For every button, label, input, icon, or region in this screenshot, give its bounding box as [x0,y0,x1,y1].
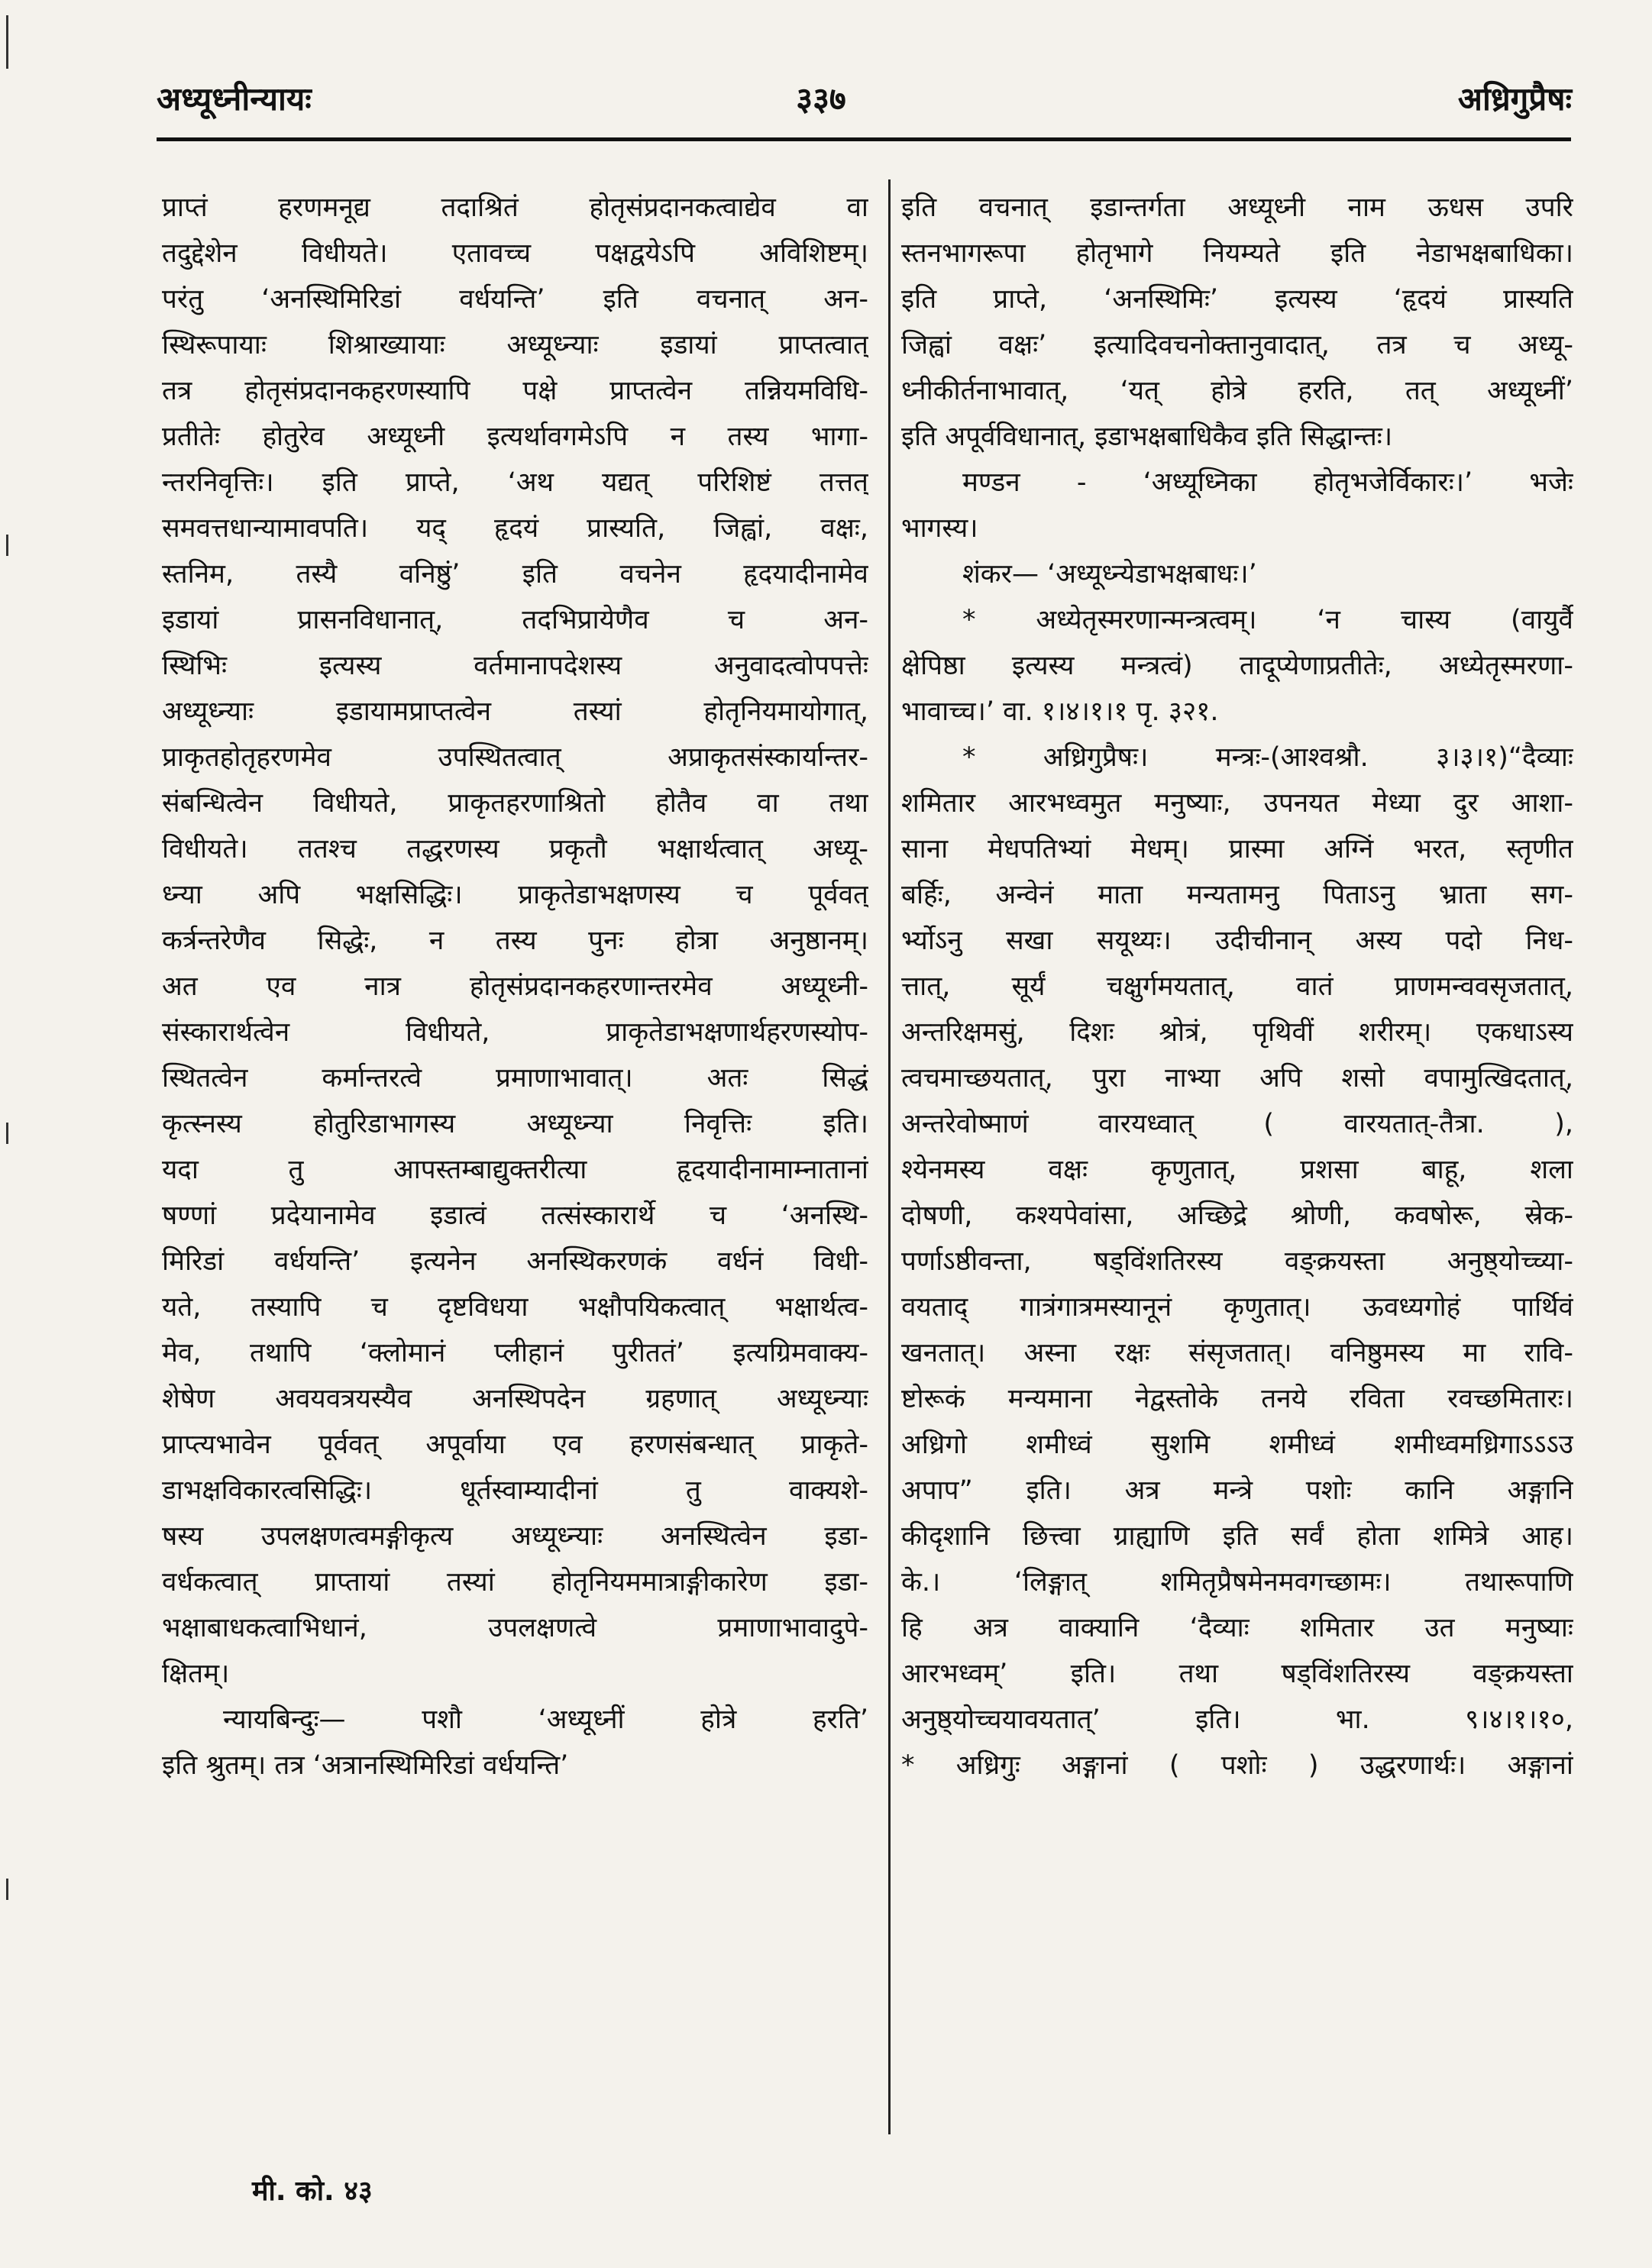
text-line: कीदृशानि छित्त्वा ग्राह्याणि इति सर्वं होता शमित्रे आह। [901,1521,1573,1552]
text-line: कृत्स्नस्य होतुरिडाभागस्य अध्यूध्न्या निवृत्तिः इति। [162,1109,868,1139]
text-line: संबन्धित्वेन विधीयते, प्राकृतहरणाश्रितो होतैव वा तथा [162,788,868,819]
text-line: वयताद् गात्रंगात्रमस्यानूनं कृणुतात्। ऊवध्यगोहं पार्थिवं [901,1292,1573,1323]
text-line: क्षेपिष्ठा इत्यस्य मन्त्रत्वं) तादूप्येणाप्रतीतेः, अध्येतृस्मरणा- [901,651,1573,681]
text-line: तत्र होतृसंप्रदानकहरणस्यापि पक्षे प्राप्तत्वेन तन्नियमविधि- [162,376,868,406]
text-line: के.। ‘लिङ्गात् शमितृप्रैषमेनमवगच्छामः। तथारूपाणि [901,1567,1573,1598]
text-line: शमितार आरभध्वमुत मनुष्याः, उपनयत मेध्या दुर आशा- [901,788,1573,819]
text-line: शंकर— ‘अध्यूध्न्येडाभक्षबाधः।’ [962,559,1257,590]
margin-mark [6,1123,8,1144]
text-line: डाभक्षविकारत्वसिद्धिः। धूर्तस्वाम्यादीनां तु वाक्यशे- [162,1475,868,1506]
text-line: भक्षाबाधकत्वाभिधानं, उपलक्षणत्वे प्रमाणाभावादुपे- [162,1613,868,1643]
text-line: इति श्रुतम्। तत्र ‘अत्रानस्थिमिरिडां वर्धयन्ति’ [162,1750,569,1781]
text-line: मेव, तथापि ‘क्लोमानं प्लीहानं पुरीततं’ इत्यग्रिमवाक्य- [162,1338,868,1368]
text-line: श्येनमस्य वक्षः कृणुतात्, प्रशसा बाहू, शला [901,1155,1573,1185]
text-line: अपाप” इति। अत्र मन्त्रे पशोः कानि अङ्गानि [901,1475,1573,1506]
text-line: ध्नीकीर्तनाभावात्, ‘यत् होत्रे हरति, तत् अध्यूध्नीं’ [901,376,1573,406]
text-line: मण्डन - ‘अध्यूध्निका होतृभजेर्विकारः।’ भजेः [962,467,1573,498]
text-line: भावाच्च।’ वा. १।४।१।१ पृ. ३२१. [901,696,1219,727]
text-line: त्वचमाच्छयतात्, पुरा नाभ्या अपि शसो वपामुत्खिदतात्, [901,1063,1573,1094]
running-head-left: अध्यूध्नीन्यायः [157,80,312,118]
text-line: अन्तरिक्षमसुं, दिशः श्रोत्रं, पृथिवीं शरीरम्। एकधाऽस्य [901,1017,1573,1048]
text-line: यते, तस्यापि च दृष्टविधया भक्षौपयिकत्वात् भक्षार्थत्व- [162,1292,868,1323]
text-line: प्रतीतेः होतुरेव अध्यूध्नी इत्यर्थावगमेऽपि न तस्य भागा- [162,422,868,452]
text-line: न्तरनिवृत्तिः। इति प्राप्ते, ‘अथ यद्यत् परिशिष्टं तत्तत् [162,467,868,498]
text-line: प्राप्तं हरणमनूद्य तदाश्रितं होतृसंप्रदानकत्वाद्येव वा [162,192,868,223]
right-column [901,185,1573,1788]
text-line: अध्यूध्न्याः इडायामप्राप्तत्वेन तस्यां होतृनियमायोगात्, [162,696,868,727]
text-line: स्थिभिः इत्यस्य वर्तमानापदेशस्य अनुवादत्वोपपत्तेः [162,651,868,681]
margin-mark [6,15,8,69]
text-line: प्राप्त्यभावेन पूर्ववत् अपूर्वाया एव हरणसंबन्धात् प्राकृते- [162,1430,868,1460]
text-line: हि अत्र वाक्यानि ‘दैव्याः शमितार उत मनुष्याः [901,1613,1573,1643]
text-line: न्यायबिन्दुः— पशौ ‘अध्यूध्नीं होत्रे हरति’ [223,1704,868,1735]
text-line: तदुद्देशेन विधीयते। एतावच्च पक्षद्वयेऽपि अविशिष्टम्। [162,238,868,269]
text-line: * अध्येतृस्मरणान्मन्त्रत्वम्। ‘न चास्य (वायुर्वै [962,605,1573,635]
text-line: दोषणी, कश्यपेवांसा, अच्छिद्रे श्रोणी, कवषोरू, स्रेक- [901,1200,1573,1231]
text-line: इति प्राप्ते, ‘अनस्थिमिः’ इत्यस्य ‘हृदयं प्रास्यति [901,284,1573,315]
text-line: स्तनिम, तस्यै वनिष्ठुं’ इति वचनेन हृदयादीनामेव [162,559,868,590]
text-line: भागस्य। [901,513,978,544]
text-line: * अध्रिगुप्रैषः। मन्त्रः-(आश्वश्रौ. ३।३।१)“दैव्याः [962,742,1573,773]
signature-mark: मी. को. ४३ [252,2176,373,2207]
text-line: अनुष्ठ्योच्चयावयतात्’ इति। भा. ९।४।१।१०, [901,1704,1573,1735]
margin-mark [6,535,8,556]
text-line: * अध्रिगुः अङ्गानां ( पशोः ) उद्धरणार्थः। अङ्गानां [901,1750,1573,1781]
text-line: ष्टोरूकं मन्यमाना नेद्वस्तोके तनये रविता रवच्छमितारः। [901,1384,1573,1414]
page-number: ३३७ [796,80,846,118]
text-line: जिह्वां वक्षः’ इत्यादिवचनोक्तानुवादात्, तत्र च अध्यू- [901,330,1573,360]
text-line: स्थितत्वेन कर्मान्तरत्वे प्रमाणाभावात्। अतः सिद्धं [162,1063,868,1094]
text-line: कर्त्रन्तरेणैव सिद्धेः, न तस्य पुनः होत्रा अनुष्ठानम्। [162,926,868,956]
text-line: षण्णां प्रदेयानामेव इडात्वं तत्संस्कारार्थे च ‘अनस्थि- [162,1200,868,1231]
text-line: अत एव नात्र होतृसंप्रदानकहरणान्तरमेव अध्यूध्नी- [162,971,868,1002]
text-line: इडायां प्रासनविधानात्, तदभिप्रायेणैव च अन- [162,605,868,635]
text-line: षस्य उपलक्षणत्वमङ्गीकृत्य अध्यूध्न्याः अनस्थित्वेन इडा- [162,1521,868,1552]
text-line: मिरिडां वर्धयन्ति’ इत्यनेन अनस्थिकरणकं वर्धनं विधी- [162,1246,868,1277]
text-line: क्षितम्। [162,1659,230,1689]
text-line: र्भ्योऽनु सखा सयूथ्यः। उदीचीनान् अस्य पदो निध- [901,926,1573,956]
text-line: साना मेधपतिभ्यां मेधम्। प्रास्मा अग्निं भरत, स्तृणीत [901,834,1573,864]
text-line: शेषेण अवयवत्रयस्यैव अनस्थिपदेन ग्रहणात् अध्यूध्न्याः [162,1384,868,1414]
column-divider [888,179,891,2134]
text-line: संस्कारार्थत्वेन विधीयते, प्राकृतेडाभक्षणार्थहरणस्योप- [162,1017,868,1048]
text-line: ध्न्या अपि भक्षसिद्धिः। प्राकृतेडाभक्षणस्य च पूर्ववत् [162,880,868,910]
text-line: खनतात्। अस्ना रक्षः संसृजतात्। वनिष्ठुमस्य मा रावि- [901,1338,1573,1368]
text-line: विधीयते। ततश्च तद्धरणस्य प्रकृतौ भक्षार्थत्वात् अध्यू- [162,834,868,864]
text-line: इति अपूर्वविधानात्, इडाभक्षबाधिकैव इति सिद्धान्तः। [901,422,1393,452]
text-line: प्राकृतहोतृहरणमेव उपस्थितत्वात् अप्राकृतसंस्कार्यान्तर- [162,742,868,773]
text-line: स्थिरूपायाः शिश्राख्यायाः अध्यूध्न्याः इडायां प्राप्तत्वात् [162,330,868,360]
text-line: स्तनभागरूपा होतृभागे नियम्यते इति नेडाभक्षबाधिका। [901,238,1573,269]
text-line: समवत्तधान्यामावपति। यद् हृदयं प्रास्यति, जिह्वां, वक्षः, [162,513,868,544]
text-line: इति वचनात् इडान्तर्गता अध्यूध्नी नाम ऊधस उपरि [901,192,1573,223]
text-line: पर्णाऽष्ठीवन्ता, षड्विंशतिरस्य वङ्क्रयस्ता अनुष्ठ्योच्च्या- [901,1246,1573,1277]
header-rule [157,137,1571,141]
text-line: अन्तरेवोष्माणं वारयध्वात् ( वारयतात्-तैत्रा. ), [901,1109,1573,1139]
text-line: बर्हिः, अन्वेनं माता मन्यतामनु पिताऽनु भ्राता सग- [901,880,1573,910]
margin-mark [6,1879,8,1900]
text-line: अध्रिगो शमीध्वं सुशमि शमीध्वं शमीध्वमध्रिगाऽऽऽउ [901,1430,1573,1460]
text-line: वर्धकत्वात् प्राप्तायां तस्यां होतृनियममात्राङ्गीकारेण इडा- [162,1567,868,1598]
text-line: त्तात्, सूर्यं चक्षुर्गमयतात्, वातं प्राणमन्ववसृजतात्, [901,971,1573,1002]
text-line: आरभध्वम्’ इति। तथा षड्विंशतिरस्य वङ्क्रयस्ता [901,1659,1573,1689]
text-line: यदा तु आपस्तम्बाद्युक्तरीत्या हृदयादीनामाम्नातानां [162,1155,868,1185]
running-head-right: अध्रिगुप्रैषः [1457,80,1572,118]
left-column [162,185,868,1788]
text-line: परंतु ‘अनस्थिमिरिडां वर्धयन्ति’ इति वचनात् अन- [162,284,868,315]
